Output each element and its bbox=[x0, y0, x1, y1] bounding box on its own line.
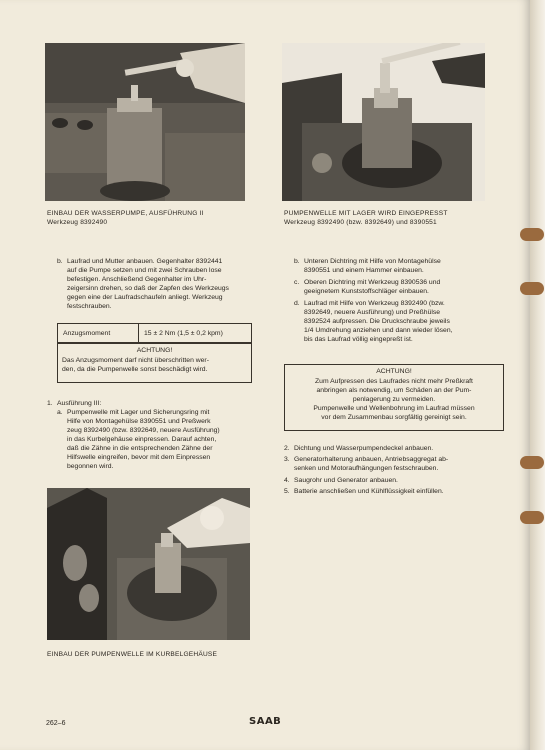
step-text: Batterie anschließen und Kühlflüssigkeit einfüllen. bbox=[294, 488, 444, 495]
caption-subtitle: Werkzeug 8392490 bbox=[47, 219, 108, 226]
caption-title: EINBAU DER WASSERPUMPE, AUSFÜHRUNG II bbox=[47, 210, 204, 217]
step-text: Laufrad mit Hilfe von Werkzeug 8392490 (bzw. 8392649, neuere Ausführung) und Preßhülse 8392524 aufpressen. Die Druckschraube jeweils 1/4 Umdrehung anziehen und dann wieder lösen, bis das Laufrad völlig eingepreßt ist. bbox=[304, 300, 453, 343]
step-text: Dichtung und Wasserpumpendeckel anbauen. bbox=[294, 445, 434, 452]
step-c-right bbox=[294, 278, 509, 296]
step-4-right bbox=[284, 476, 509, 485]
warning-box-right bbox=[284, 364, 504, 431]
step-label: 4. bbox=[284, 477, 290, 484]
warning-heading: ACHTUNG! bbox=[136, 347, 173, 354]
step-label: 1. bbox=[47, 400, 53, 407]
step-label: 5. bbox=[284, 488, 290, 495]
torque-label: Anzugsmoment bbox=[58, 324, 139, 343]
step-label: 3. bbox=[284, 456, 290, 463]
caption-title: EINBAU DER PUMPENWELLE IM KURBELGEHÄUSE bbox=[47, 651, 218, 658]
step-text: Saugrohr und Generator anbauen. bbox=[294, 477, 398, 484]
step-b-left bbox=[57, 257, 257, 311]
step-1a bbox=[57, 408, 262, 471]
caption-title: PUMPENWELLE MIT LAGER WIRD EINGEPRESST bbox=[284, 210, 448, 217]
warning-heading: ACHTUNG! bbox=[376, 368, 412, 375]
step-text: Pumpenwelle mit Lager und Sicherungsring mit Hilfe von Montagehülse 8390551 und Preßwerk zeug 8392490 (bzw. 8392649, neuere Ausführung) in das Kurbelgehäuse einpressen. Darauf achten, daß die Zähne in die entsprechenden Zähne der Hilfswelle eingreifen, bevor mit dem Einpressen begonnen wird. bbox=[67, 409, 220, 470]
page-number: 262–6 bbox=[46, 720, 66, 727]
torque-value: 15 ± 2 Nm (1,5 ± 0,2 kpm) bbox=[139, 324, 252, 343]
photo-pump-shaft-pressing bbox=[282, 43, 485, 201]
step-text: Ausführung III: bbox=[57, 400, 102, 407]
step-1 bbox=[47, 399, 262, 408]
step-text: Unteren Dichtring mit Hilfe von Montagehülse 8390551 und einem Hammer einbauen. bbox=[304, 258, 441, 274]
step-label: b. bbox=[57, 258, 63, 265]
torque-table bbox=[57, 323, 252, 343]
figure-caption-3 bbox=[47, 650, 217, 659]
step-text: Laufrad und Mutter anbauen. Gegenhalter 8392441 auf die Pumpe setzen und mit zwei Schrauben lose befestigen. Anschließend Gegenhalter im Uhr- zeigersinn drehen, so daß der Zapfen des Werkzeugs gegen eine der Laufradschaufeln anliegt. Werkzeug festschrauben. bbox=[67, 258, 229, 310]
step-label: d. bbox=[294, 300, 300, 307]
step-3-right bbox=[284, 455, 509, 473]
warning-box-left bbox=[57, 343, 252, 383]
caption-subtitle: Werkzeug 8392490 (bzw. 8392649) und 8390551 bbox=[284, 219, 437, 226]
step-2-right bbox=[284, 444, 509, 453]
page-edge bbox=[530, 0, 545, 750]
step-5-right bbox=[284, 487, 509, 496]
figure-caption-2 bbox=[284, 209, 448, 227]
step-text: Oberen Dichtring mit Werkzeug 8390536 und geeignetem Kunststoffschläger einbauen. bbox=[304, 279, 441, 295]
saab-logo: SAAB bbox=[249, 716, 282, 727]
step-label: b. bbox=[294, 258, 300, 265]
warning-text: Zum Aufpressen des Laufrades nicht mehr Preßkraft anbringen als notwendig, um Schäden an der Pum- penlagerung zu vermeiden. Pumpenwelle und Wellenbohrung im Laufrad müssen vor dem Zusammenbau sorgfältig gereinigt sein. bbox=[313, 378, 475, 421]
step-b-right bbox=[294, 257, 509, 275]
photo-water-pump-install bbox=[45, 43, 245, 201]
step-text: Generatorhalterung anbauen, Antriebsaggregat ab- senken und Motoraufhängungen festschrauben. bbox=[294, 456, 449, 472]
figure-caption-1 bbox=[47, 209, 204, 227]
photo-pump-shaft-crankcase bbox=[47, 488, 250, 640]
step-label: c. bbox=[294, 279, 300, 286]
warning-text: Das Anzugsmoment darf nicht überschritten wer- den, da die Pumpenwelle sonst beschädigt wird. bbox=[62, 357, 209, 373]
step-label: a. bbox=[57, 409, 63, 416]
step-d-right bbox=[294, 299, 509, 344]
step-label: 2. bbox=[284, 445, 290, 452]
